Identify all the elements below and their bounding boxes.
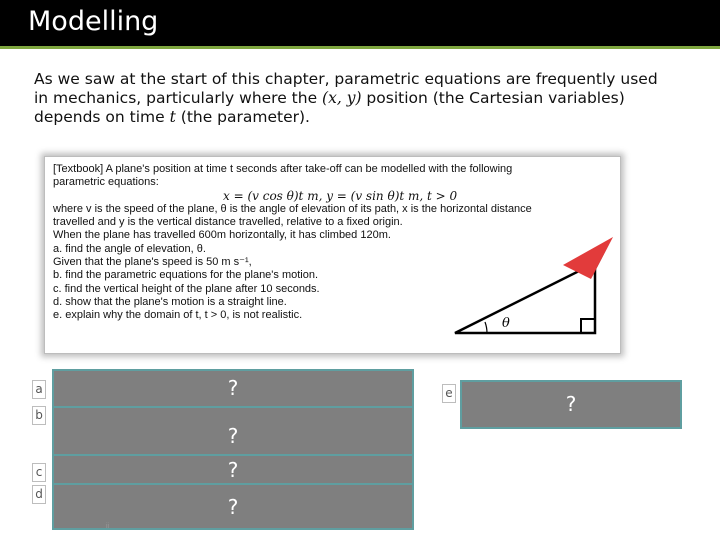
right-angle-marker bbox=[581, 319, 595, 333]
answer-box-e[interactable] bbox=[460, 380, 682, 429]
answer-c: ? bbox=[227, 458, 239, 482]
footnote-mark: ii bbox=[106, 523, 110, 530]
accent-divider bbox=[0, 46, 720, 49]
textbook-line: travelled and y is the vertical distance travelled, relative to a fixed origin. bbox=[53, 216, 403, 229]
plane-triangle-diagram bbox=[445, 223, 620, 343]
part-label-b: b bbox=[32, 406, 46, 425]
part-label-d: d bbox=[32, 485, 46, 504]
textbook-line: where v is the speed of the plane, θ is the angle of elevation of its path, x is the horizontal distance bbox=[53, 202, 532, 215]
answer-a: ? bbox=[227, 376, 239, 400]
intro-text-2: position (the Cartesian variables) depends on time bbox=[34, 89, 625, 126]
textbook-line: d. show that the plane's motion is a straight line. bbox=[53, 295, 287, 308]
textbook-excerpt bbox=[44, 156, 621, 354]
answer-box-c[interactable] bbox=[52, 454, 414, 486]
answer-d: ? bbox=[227, 495, 239, 519]
textbook-line: e. explain why the domain of t, t > 0, is not realistic. bbox=[53, 309, 303, 322]
textbook-line: b. find the parametric equations for the plane's motion. bbox=[53, 269, 319, 282]
page-title: Modelling bbox=[28, 6, 159, 37]
answer-e: ? bbox=[565, 392, 577, 416]
intro-paragraph bbox=[34, 70, 674, 127]
header-bar bbox=[0, 0, 720, 46]
textbook-line: When the plane has travelled 600m horizontally, it has climbed 120m. bbox=[53, 229, 391, 242]
textbook-line: parametric equations: bbox=[53, 176, 159, 189]
intro-t: t bbox=[169, 108, 176, 126]
textbook-line: a. find the angle of elevation, θ. bbox=[53, 242, 206, 255]
paper-plane-icon bbox=[563, 237, 613, 279]
answer-box-b[interactable] bbox=[52, 406, 414, 456]
angle-arc bbox=[485, 322, 487, 333]
intro-xy: (x, y) bbox=[322, 89, 362, 107]
parametric-equations: x = (v cos θ)t m, y = (v sin θ)t m, t > 0 bbox=[223, 188, 458, 203]
textbook-line: c. find the vertical height of the plane after 10 seconds. bbox=[53, 282, 320, 295]
answer-box-a[interactable] bbox=[52, 369, 414, 409]
textbook-line: [Textbook] A plane's position at time t seconds after take-off can be modelled with the following bbox=[53, 163, 513, 175]
part-label-a: a bbox=[32, 380, 46, 399]
answer-b: ? bbox=[227, 424, 239, 448]
part-label-e: e bbox=[442, 384, 456, 403]
theta-label: θ bbox=[502, 316, 510, 331]
part-label-c: c bbox=[32, 463, 46, 482]
elevation-triangle bbox=[455, 263, 595, 333]
intro-text-3: (the parameter). bbox=[175, 108, 310, 126]
textbook-line: Given that the plane's speed is 50 m s⁻¹, bbox=[53, 256, 252, 269]
intro-text-1: As we saw at the start of this chapter, parametric equations are frequently used in mechanics, particularly where the bbox=[34, 70, 658, 107]
